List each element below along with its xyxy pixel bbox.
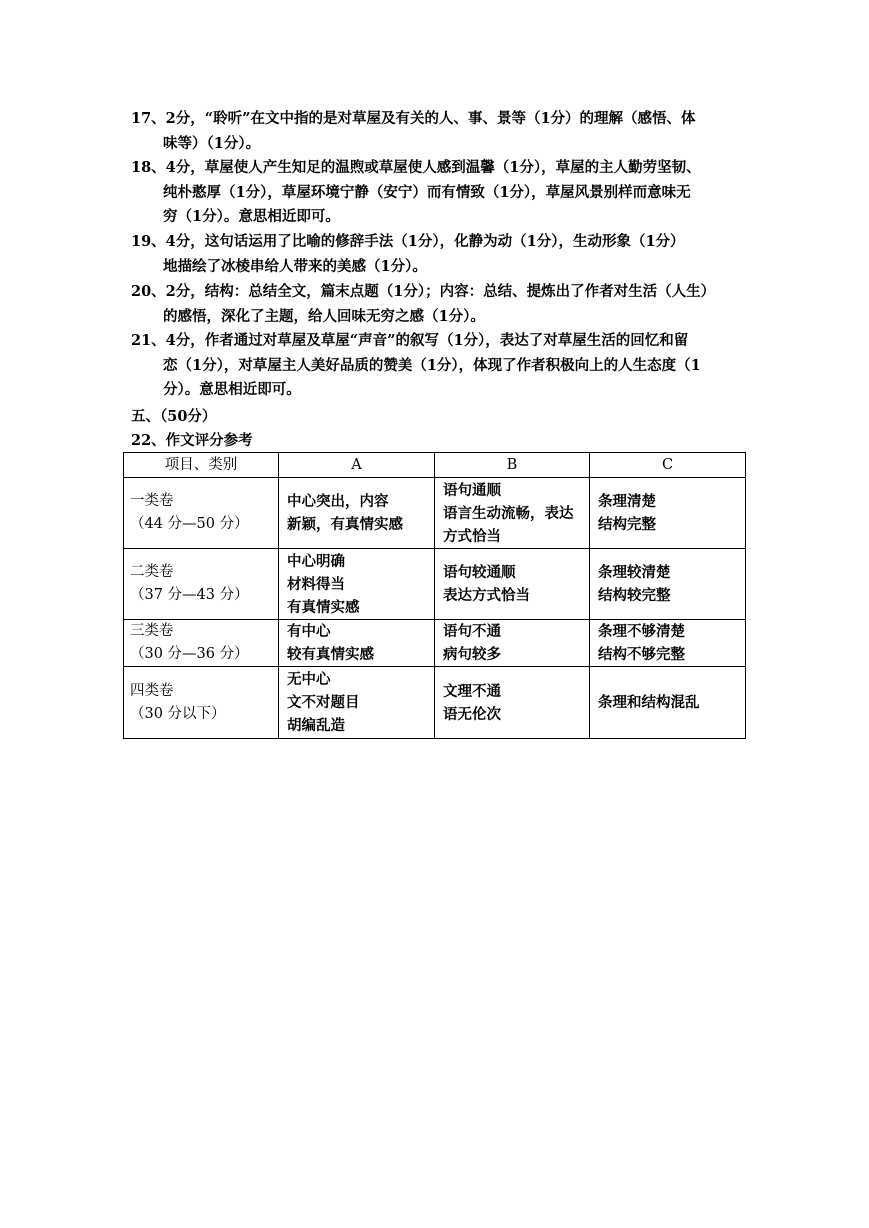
answer-line: 分）。意思相近即可。 [163, 381, 301, 399]
section-title: 五、（50分） [131, 408, 217, 425]
cell-b [435, 620, 590, 667]
cell-a [279, 478, 435, 549]
category-name: 二类卷 [130, 564, 174, 580]
answer-21 [131, 329, 747, 403]
answer-17 [131, 107, 747, 156]
answer-line: 穷（1分）。意思相近即可。 [163, 208, 340, 226]
answer-line: 19、4分，这句话运用了比喻的修辞手法（1分），化静为动（1分），生动形象（1分） [131, 233, 685, 250]
category-score: （37 分—43 分） [130, 587, 249, 603]
answer-line: 地描绘了冰棱串给人带来的美感（1分）。 [163, 257, 427, 275]
table-header-row [124, 453, 746, 478]
cell-line: 语无伦次 [443, 705, 501, 723]
cell-line: 条理较清楚 [598, 564, 671, 581]
cell-line: 方式恰当 [443, 527, 501, 545]
header-c: C [590, 453, 746, 478]
cell-line: 较有真情实感 [287, 646, 374, 663]
cell-line: 语句较通顺 [443, 564, 516, 581]
answer-line: 20、2分，结构：总结全文，篇末点题（1分）；内容：总结、提炼出了作者对生活（人生） [131, 283, 716, 300]
cell-b [435, 667, 590, 739]
cell-c [590, 667, 746, 739]
cell-b [435, 549, 590, 620]
cell-line: 病句较多 [443, 646, 501, 663]
cell-line: 中心突出，内容 [287, 493, 389, 510]
answer-line: 的感悟，深化了主题，给人回味无穷之感（1分）。 [163, 307, 485, 325]
cell-line: 条理和结构混乱 [598, 694, 700, 711]
table-row [124, 478, 746, 549]
grading-table [123, 452, 746, 739]
cell-line: 结构较完整 [598, 587, 671, 604]
cell-a [279, 620, 435, 667]
header-b: B [435, 453, 590, 478]
cell-line: 材料得当 [287, 575, 345, 593]
answer-line: 纯朴憨厚（1分），草屋环境宁静（安宁）而有情致（1分），草屋风景别样而意味无 [163, 183, 691, 201]
table-row [124, 620, 746, 667]
category-score: （30 分以下） [130, 705, 226, 722]
cell-c [590, 620, 746, 667]
cell-c [590, 549, 746, 620]
category-cell [124, 667, 279, 739]
cell-line: 条理不够清楚 [598, 623, 685, 640]
cell-b [435, 478, 590, 549]
answer-line: 18、4分，草屋使人产生知足的温煦或草屋使人感到温馨（1分），草屋的主人勤劳坚韧、 [131, 159, 701, 176]
cell-c [590, 478, 746, 549]
cell-line: 中心明确 [287, 552, 345, 570]
category-cell [124, 549, 279, 620]
table-title: 22、作文评分参考 [131, 432, 253, 449]
category-name: 一类卷 [130, 493, 174, 509]
table-row [124, 667, 746, 739]
header-a: A [279, 453, 435, 478]
answer-line: 17、2分，“聆听”在文中指的是对草屋及有关的人、事、景等（1分）的理解（感悟、体 [131, 110, 696, 127]
answer-19 [131, 230, 747, 279]
cell-line: 文不对题目 [287, 694, 360, 711]
table-row [124, 549, 746, 620]
cell-a [279, 667, 435, 739]
cell-line: 结构不够完整 [598, 646, 685, 663]
category-cell [124, 478, 279, 549]
cell-line: 新颖，有真情实感 [287, 516, 403, 533]
answer-line: 恋（1分），对草屋主人美好品质的赞美（1分），体现了作者积极向上的人生态度（1 [163, 356, 701, 374]
category-score: （30 分—36 分） [130, 646, 249, 662]
cell-a [279, 549, 435, 620]
header-category: 项目、类别 [124, 453, 279, 478]
cell-line: 无中心 [287, 671, 331, 688]
answer-20 [131, 280, 747, 329]
cell-line: 有真情实感 [287, 598, 360, 616]
cell-line: 结构完整 [598, 516, 656, 533]
category-name: 四类卷 [130, 682, 174, 699]
answer-line: 21、4分，作者通过对草屋及草屋“声音”的叙写（1分），表达了对草屋生活的回忆和留 [131, 332, 689, 349]
cell-line: 条理清楚 [598, 493, 656, 510]
cell-line: 语言生动流畅，表达 [443, 504, 574, 522]
answer-line: 味等）（1分）。 [163, 134, 261, 152]
cell-line: 文理不通 [443, 682, 501, 700]
cell-line: 语句通顺 [443, 481, 501, 499]
cell-line: 有中心 [287, 623, 331, 640]
cell-line: 表达方式恰当 [443, 587, 530, 604]
category-cell [124, 620, 279, 667]
category-name: 三类卷 [130, 623, 174, 639]
category-score: （44 分—50 分） [130, 516, 249, 532]
cell-line: 胡编乱造 [287, 717, 345, 734]
cell-line: 语句不通 [443, 623, 501, 640]
answer-18 [131, 156, 747, 230]
